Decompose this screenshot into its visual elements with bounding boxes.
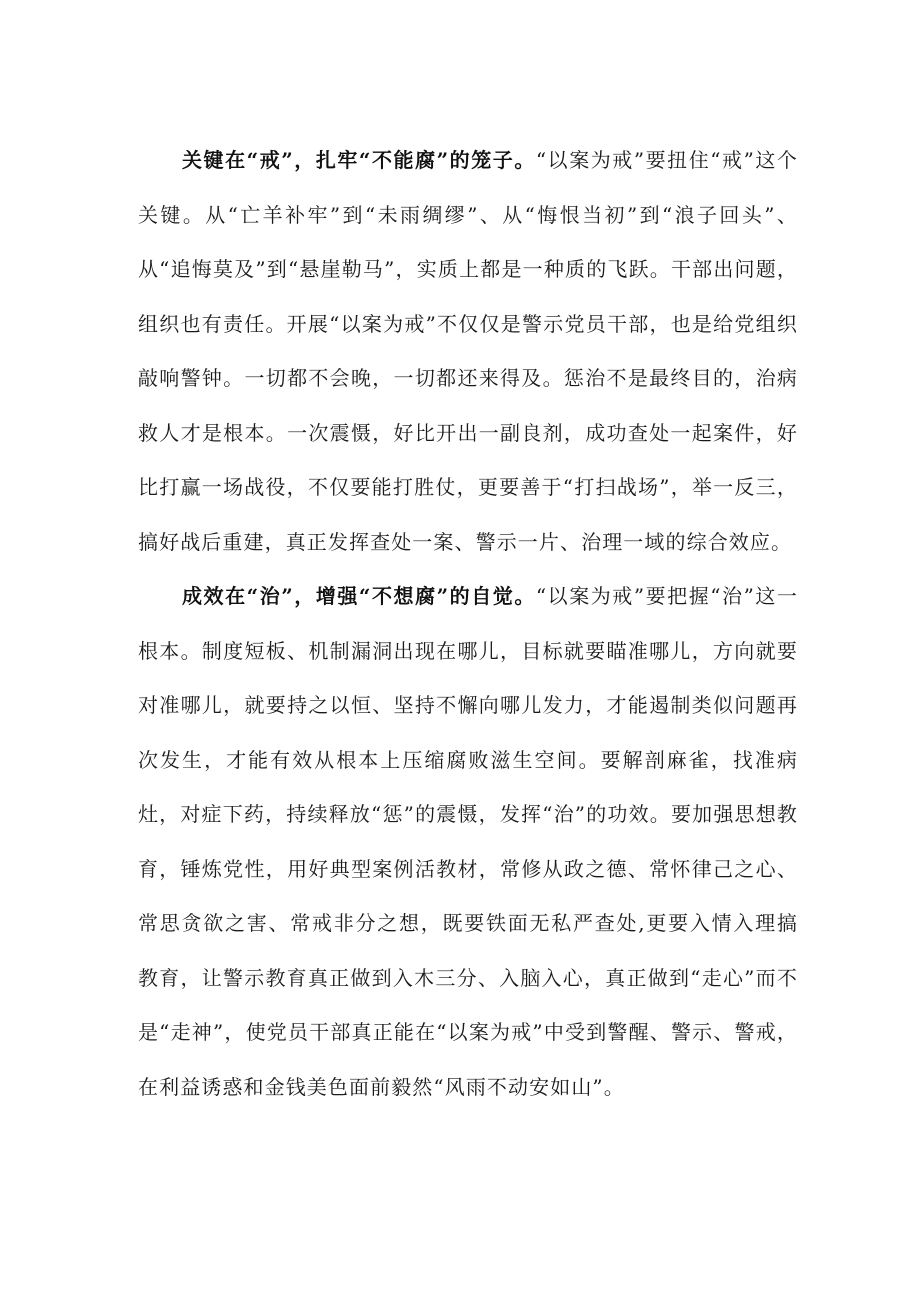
- paragraph-2-heading: 成效在“治”，增强“不想腐”的自觉。: [182, 584, 536, 608]
- paragraph-2: [138, 569, 798, 1114]
- paragraph-1-heading: 关键在“戒”，扎牢“不能腐”的笼子。: [182, 148, 536, 172]
- paragraph-1: [138, 133, 798, 569]
- paragraph-2-text: “以案为戒”要把握“治”这一根本。制度短板、机制漏洞出现在哪儿，目标就要瞄准哪儿，方向就要对准哪儿，就要持之以恒、坚持不懈向哪儿发力，才能遏制类似问题再次发生，才能有效从根本上压缩腐败滋生空间。要解剖麻雀，找准病灶，对症下药，持续释放“惩”的震慑，发挥“治”的功效。要加强思想教育，锤炼党性，用好典型案例活教材，常修从政之德、常怀律己之心、常思贪欲之害、常戒非分之想，既要铁面无私严查处,更要入情入理搞教育，让警示教育真正做到入木三分、入脑入心，真正做到“走心”而不是“走神”，使党员干部真正能在“以案为戒”中受到警醒、警示、警戒，在利益诱惑和金钱美色面前毅然“风雨不动安如山”。: [138, 584, 798, 1099]
- document-body: [138, 133, 798, 1114]
- paragraph-1-text: “以案为戒”要扭住“戒”这个关键。从“亡羊补牢”到“未雨绸缪”、从“悔恨当初”到“浪子回头”、从“追悔莫及”到“悬崖勒马”，实质上都是一种质的飞跃。干部出问题，组织也有责任。开展“以案为戒”不仅仅是警示党员干部，也是给党组织敲响警钟。一切都不会晚，一切都还来得及。惩治不是最终目的，治病救人才是根本。一次震慑，好比开出一副良剂，成功查处一起案件，好比打赢一场战役，不仅要能打胜仗，更要善于“打扫战场”，举一反三，搞好战后重建，真正发挥查处一案、警示一片、治理一域的综合效应。: [138, 148, 798, 554]
